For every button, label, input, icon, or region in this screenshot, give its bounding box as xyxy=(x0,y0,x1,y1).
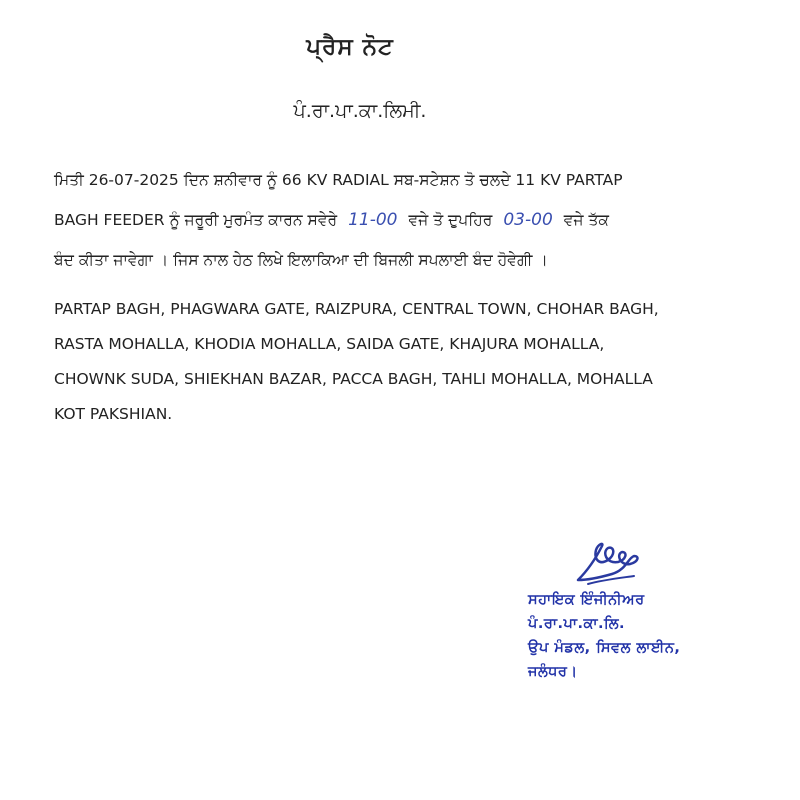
areas-line: CHOWNK SUDA, SHIEKHAN BAZAR, PACCA BAGH, TAHLI MOHALLA, MOHALLA xyxy=(54,370,653,388)
stamp-organization: ਪੰ.ਰਾ.ਪਾ.ਕਾ.ਲਿ. xyxy=(528,616,626,632)
notice-line-2-prefix: BAGH FEEDER ਨੂੰ ਜਰੂਰੀ ਮੁਰਮੰਤ ਕਾਰਨ ਸਵੇਰੇ xyxy=(54,211,338,229)
areas-line: RASTA MOHALLA, KHODIA MOHALLA, SAIDA GATE, KHAJURA MOHALLA, xyxy=(54,335,605,353)
areas-line: KOT PAKSHIAN. xyxy=(54,405,173,423)
stamp-subdivision: ਉਪ ਮੰਡਲ, ਸਿਵਲ ਲਾਈਨ, xyxy=(528,640,681,656)
official-stamp xyxy=(528,540,778,684)
notice-body xyxy=(54,160,754,280)
areas-line: PARTAP BAGH, PHAGWARA GATE, RAIZPURA, CENTRAL TOWN, CHOHAR BAGH, xyxy=(54,300,659,318)
notice-line-3: ਬੰਦ ਕੀਤਾ ਜਾਵੇਗਾ । ਜਿਸ ਨਾਲ ਹੇਠ ਲਿਖੇ ਇਲਾਕਿਆ ਦੀ ਬਿਜਲੀ ਸਪਲਾਈ ਬੰਦ ਹੋਵੇਗੀ । xyxy=(54,251,548,269)
affected-areas xyxy=(54,292,754,432)
document-subtitle: ਪੰ.ਰਾ.ਪਾ.ਕਾ.ਲਿਮੀ. xyxy=(293,100,427,122)
notice-line-2 xyxy=(54,200,754,240)
stamp-city: ਜਲੰਧਰ। xyxy=(528,664,578,680)
end-time: 03-00 xyxy=(503,210,553,230)
notice-line-2-suffix: ਵਜੇ ਤੱਕ xyxy=(563,211,609,229)
signature-icon xyxy=(568,540,648,588)
notice-line-1: ਮਿਤੀ 26-07-2025 ਦਿਨ ਸ਼ਨੀਵਾਰ ਨੂੰ 66 KV RADIAL ਸਬ-ਸਟੇਸ਼ਨ ਤੋ ਚਲਦੇ 11 KV PARTAP xyxy=(54,171,623,189)
notice-line-2-middle: ਵਜੇ ਤੋ ਦੁਪਹਿਰ xyxy=(408,211,493,229)
stamp-designation: ਸਹਾਇਕ ਇੰਜੀਨੀਅਰ xyxy=(528,592,645,608)
document-title: ਪ੍ਰੈਸ ਨੋਟ xyxy=(306,34,394,60)
start-time: 11-00 xyxy=(348,210,398,230)
